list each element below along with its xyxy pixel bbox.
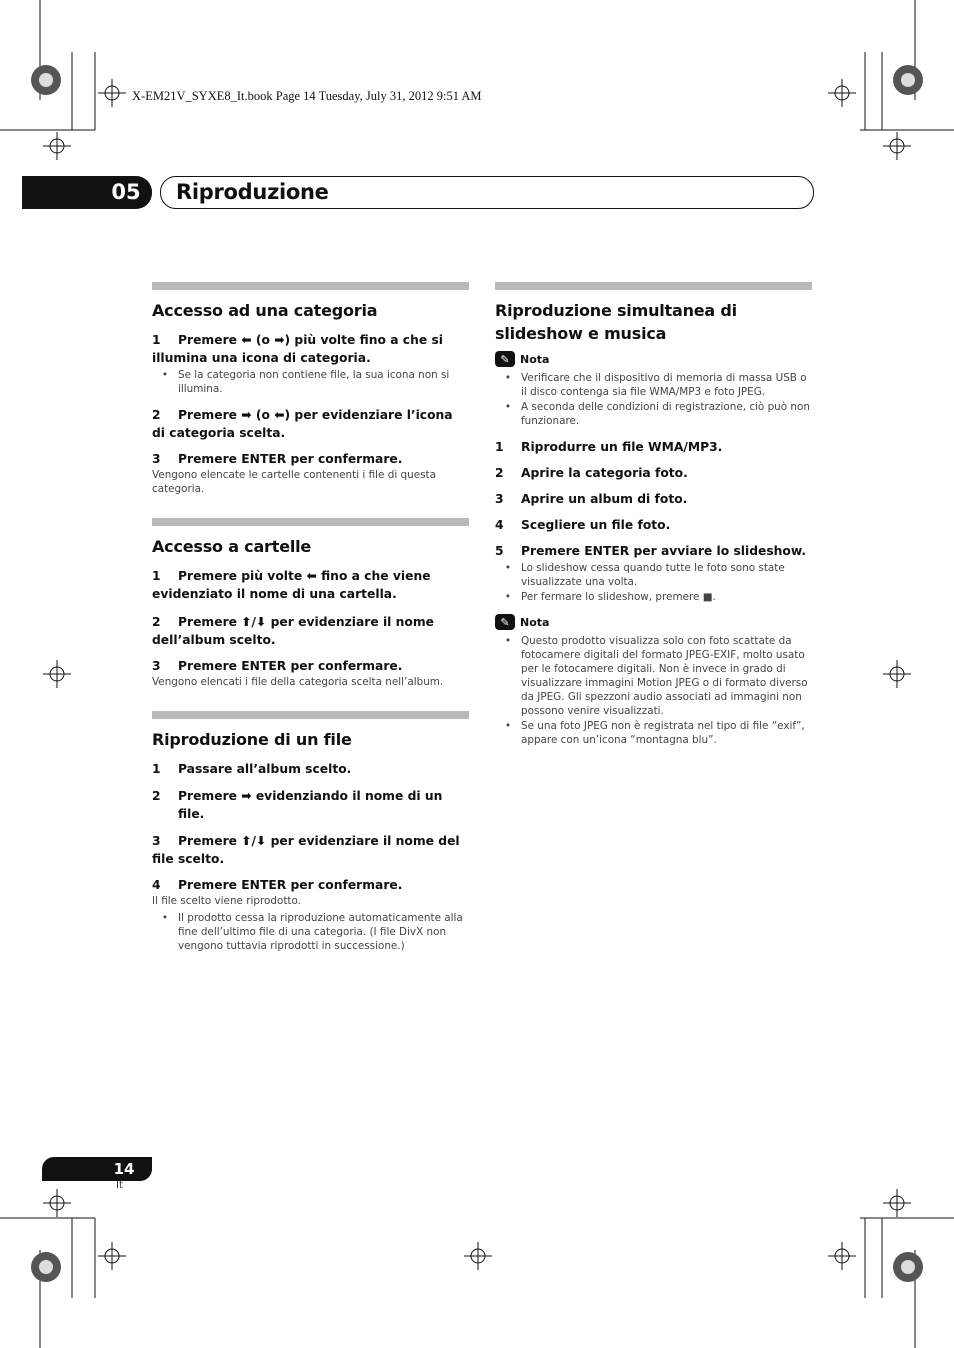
step-2: 2 Premere ➡ (o ⬅) per evidenziare l’icona di categoria scelta. [152,408,453,440]
step-3: 3 Premere ENTER per confermare. [152,659,403,673]
chapter-title: Riproduzione [176,180,329,204]
bullet-item: • Per fermare lo slideshow, premere ■. [504,591,716,603]
step-3-description: Vengono elencati i file della categoria scelta nell’album. [152,676,444,688]
page-number: 14 [113,1160,135,1178]
bullet-item: • Lo slideshow cessa quando tutte le foto sono state visualizzate una volta. [504,562,785,588]
step-3: 3 Premere ENTER per confermare. [152,452,403,466]
step-1: 1 Premere ⬅ (o ➡) più volte fino a che si illumina una icona di categoria. [152,333,444,365]
section-title-play-file: Riproduzione di un file [152,730,352,749]
bullet-item: • Il prodotto cessa la riproduzione automaticamente alla fine dell’ultimo file di una categoria. (I file DivX non vengono tuttavia riprodotti in successione.) [161,912,463,952]
section-rule [152,711,469,719]
step-3-description: Vengono elencate le cartelle contenenti i file di questa categoria. [152,469,436,495]
bullet-item: • Se la categoria non contiene file, la sua icona non si illumina. [161,369,450,395]
step-1: 1 Riprodurre un file WMA/MP3. [495,440,723,454]
note-header: ✎ Nota [495,351,812,367]
section-title-folders: Accesso a cartelle [152,537,312,556]
bullet-item: • A seconda delle condizioni di registrazione, ciò può non funzionare. [504,401,810,427]
bullet-item: • Verificare che il dispositivo di memoria di massa USB o il disco contenga sia file WMA/MP3 e foto JPEG. [504,372,807,398]
note-pencil-icon: ✎ [495,614,515,630]
bullet-item: • Se una foto JPEG non è registrata nel tipo di file “exif”, appare con un’icona “montagna blu”. [504,720,805,746]
step-2: 2 Aprire la categoria foto. [495,466,688,480]
left-column [152,282,469,953]
step-2: 2 Premere ⬆/⬇ per evidenziare il nome dell’album scelto. [152,615,435,647]
step-3: 3 Premere ⬆/⬇ per evidenziare il nome del file scelto. [152,834,460,866]
step-4-description: Il file scelto viene riprodotto. [152,895,301,907]
note-header: ✎ Nota [495,614,812,630]
section-rule [495,282,812,290]
right-column [495,282,812,747]
step-2: 2 Premere ➡ evidenziando il nome di un file. [152,789,443,821]
bullet-item: • Questo prodotto visualizza solo con foto scattate da fotocamere digitali del formato JPEG-EXIF, molto usato per le fotocamere digitali. Non è invece in grado di visualizzare immagini Motion JPEG o di formato diverso da JPEG. Gli spezzoni audio associati ad immagini non possono venire visualizzati. [504,635,808,717]
section-rule [152,282,469,290]
file-info-header: X-EM21V_SYXE8_It.book Page 14 Tuesday, July 31, 2012 9:51 AM [132,89,482,103]
step-4: 4 Scegliere un file foto. [495,518,671,532]
section-title-category: Accesso ad una categoria [152,301,378,320]
step-4: 4 Premere ENTER per confermare. [152,878,403,892]
step-1: 1 Premere più volte ⬅ fino a che viene evidenziato il nome di una cartella. [152,569,431,601]
step-3: 3 Aprire un album di foto. [495,492,688,506]
step-1: 1 Passare all’album scelto. [152,762,352,776]
page-language: It [116,1180,123,1191]
section-title-slideshow: Riproduzione simultanea di slideshow e musica [495,301,737,343]
chapter-number: 05 [111,180,141,204]
note-pencil-icon: ✎ [495,351,515,367]
section-rule [152,518,469,526]
step-5: 5 Premere ENTER per avviare lo slideshow. [495,544,807,558]
